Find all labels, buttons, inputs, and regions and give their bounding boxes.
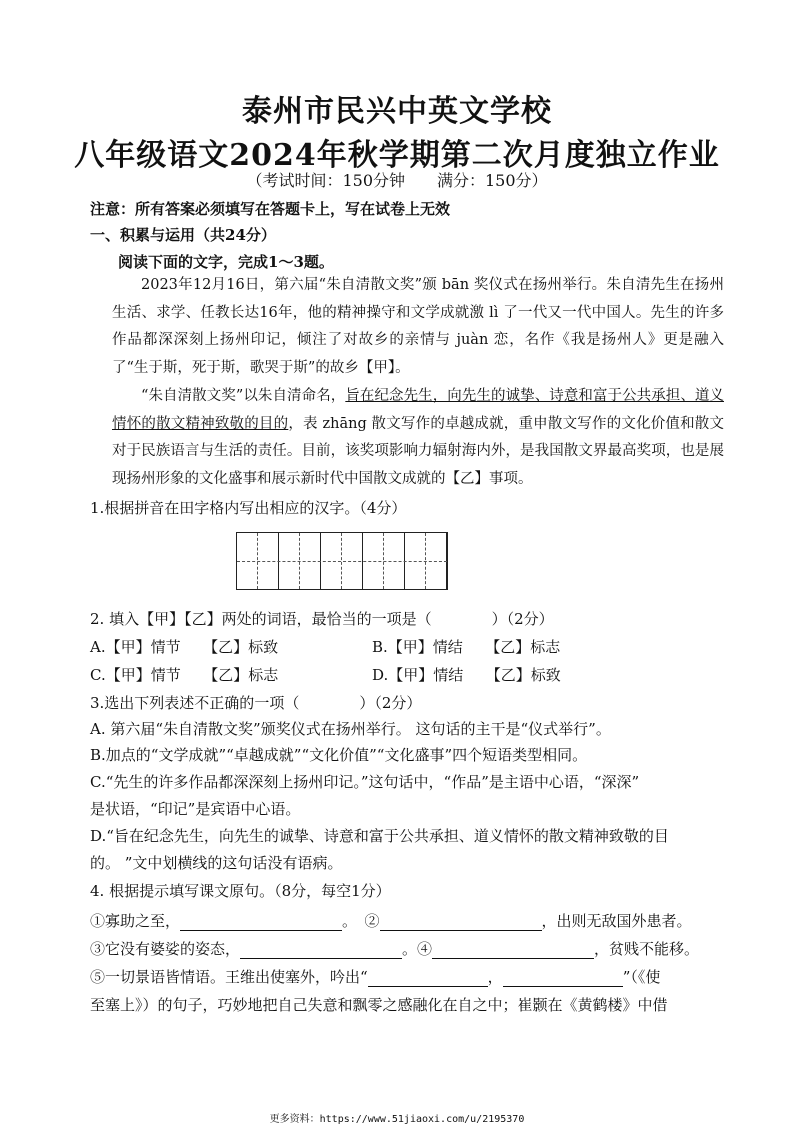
- q3-option-c-line2: 是状语，“印记”是宾语中心语。: [90, 800, 301, 818]
- question-1: 1.根据拼音在田字格内写出相应的汉字。（4分）: [90, 499, 407, 517]
- answer-blank[interactable]: [240, 942, 402, 959]
- passage-paragraph-2: [112, 383, 724, 493]
- footer-link[interactable]: 更多资料：https://www.51jiaoxi.com/u/2195370: [269, 1114, 525, 1125]
- q2-option-c: C.【甲】情节 【乙】标志: [90, 666, 279, 684]
- q3-option-b: B.加点的“文学成就”“卓越成就”“文化价值”“文化盛事”四个短语类型相同。: [90, 746, 588, 764]
- school-name: 泰州市民兴中英文学校: [242, 94, 552, 129]
- q4-line-4: 至塞上》）的句子，巧妙地把自己失意和飘零之感融化在自之中；崔颢在《黄鹤楼》中借: [90, 996, 668, 1014]
- q3-option-c-line1: C.“先生的许多作品都深深刻上扬州印记。”这句话中，“作品”是主语中心语，“深深”: [90, 773, 640, 791]
- exam-info: （考试时间：150分钟 满分：150分）: [246, 171, 548, 190]
- q3-option-a: A. 第六届“朱自清散文奖”颁奖仪式在扬州举行。 这句话的主干是“仪式举行”。: [90, 720, 611, 738]
- q2-option-d: D.【甲】情结 【乙】标致: [372, 666, 561, 684]
- passage-p2-start: “朱自清散文奖”以朱自清命名，: [141, 388, 346, 404]
- question-4-stem: 4. 根据提示填写课文原句。（8分，每空1分）: [90, 882, 391, 900]
- section-heading: 一、积累与运用（共24分）: [90, 226, 276, 244]
- answer-blank[interactable]: [432, 942, 594, 959]
- question-2-stem: 2. 填入【甲】【乙】两处的词语，最恰当的一项是（ ）（2分）: [90, 610, 554, 628]
- q4-text: ⑤一切景语皆情语。王维出使塞外，吟出“: [90, 968, 368, 986]
- q4-text: 。④: [402, 940, 433, 958]
- q4-text: 。 ②: [342, 912, 380, 930]
- answer-blank[interactable]: [180, 914, 342, 931]
- q2-option-a: A.【甲】情节 【乙】标致: [90, 638, 279, 656]
- q4-line-2: [90, 938, 699, 959]
- answer-blank[interactable]: [380, 914, 542, 931]
- reading-intro: 阅读下面的文字，完成1～3题。: [118, 253, 334, 271]
- question-3-stem: 3.选出下列表述不正确的一项（ ）（2分）: [90, 694, 422, 712]
- answer-blank[interactable]: [503, 970, 623, 987]
- q4-text: ③它没有婆娑的姿态，: [90, 940, 241, 958]
- q4-text: ”（《使: [622, 968, 661, 986]
- tian-zi-ge-grid[interactable]: [236, 532, 448, 590]
- q4-text: ，出则无敌国外患者。: [541, 912, 692, 930]
- q4-line-1: [90, 910, 692, 931]
- underlined-sentence: 旨在纪念先生，向先生的诚挚、诗意和富于公共承担、道义情怀的散文精神致敬的目的: [112, 388, 724, 432]
- notice: 注意：所有答案必须填写在答题卡上，写在试卷上无效: [90, 200, 451, 218]
- q4-text: ①寡助之至，: [90, 912, 181, 930]
- q2-option-b: B.【甲】情结 【乙】标志: [372, 638, 561, 656]
- passage-p2-end: ，表 zhāng 散文写作的卓越成就，重申散文写作的文化价值和散文对于民族语言与生活的责任。目前，该奖项影响力辐射海内外，是我国散文界最高奖项，也是展现扬州形象的文化盛事和展示新时代中国散文成就的【乙】事项。: [112, 415, 725, 487]
- q4-text: ，: [487, 968, 503, 986]
- q3-option-d-line1: D.“旨在纪念先生，向先生的诚挚、诗意和富于公共承担、道义情怀的散文精神致敬的目: [90, 827, 669, 845]
- answer-blank[interactable]: [368, 970, 488, 987]
- passage-paragraph-1: 2023年12月16日，第六届“朱自清散文奖”颁 bān 奖仪式在扬州举行。朱自清先生在扬州生活、求学、任教长达16年，他的精神操守和文学成就激 lì 了一代又一代中国人。先生的许多作品都深深刻上扬州印记，倾注了对故乡的亲情与 juàn 恋，名作《我是扬州人》更是融入了“生于斯，死于斯，歌哭于斯”的故乡【甲】。: [112, 277, 724, 376]
- q4-line-3: [90, 966, 660, 987]
- q4-text: ，贫贱不能移。: [594, 940, 700, 958]
- q3-option-d-line2: 的。 ”文中划横线的这句话没有语病。: [90, 854, 343, 872]
- exam-title: 八年级语文2024年秋学期第二次月度独立作业: [74, 138, 720, 173]
